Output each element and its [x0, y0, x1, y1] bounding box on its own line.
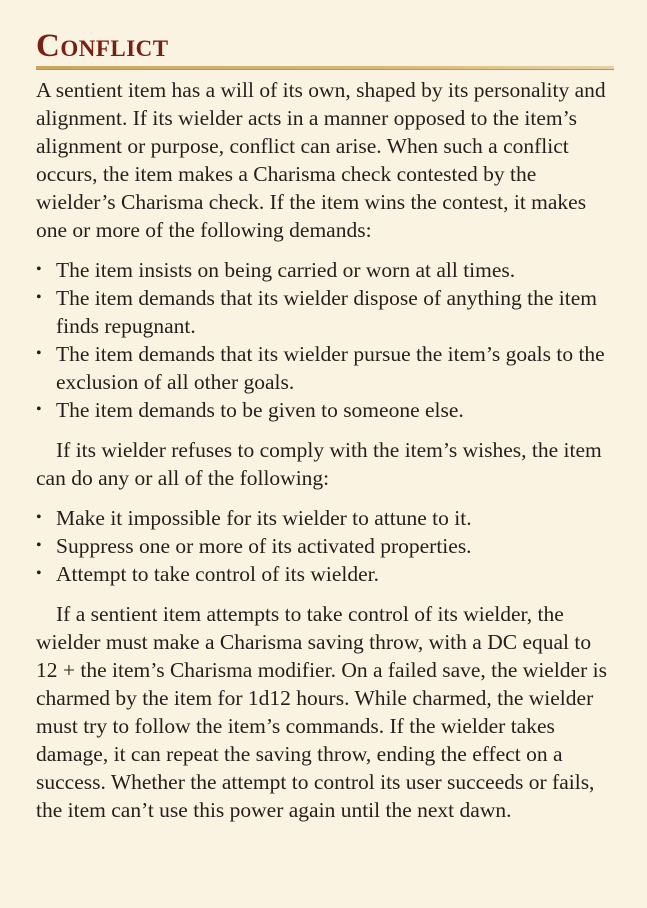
heading-divider — [36, 66, 614, 70]
refusal-paragraph: If its wielder refuses to comply with the item’s wishes, the item can do any or all of the following: — [36, 438, 602, 490]
actions-list — [36, 504, 617, 588]
list-item: • The item insists on being carried or worn at all times. — [36, 256, 617, 284]
list-item: • The item demands to be given to someone else. — [36, 396, 617, 424]
list-item: • The item demands that its wielder pursue the item’s goals to the exclusion of all other goals. — [36, 340, 617, 396]
list-item: • Attempt to take control of its wielder. — [36, 560, 617, 588]
list-item: • The item demands that its wielder dispose of anything the item finds repugnant. — [36, 284, 617, 340]
section-body — [36, 76, 617, 824]
list-item: • Make it impossible for its wielder to attune to it. — [36, 504, 617, 532]
section-heading: Conflict — [36, 28, 169, 64]
demands-list — [36, 256, 617, 424]
list-item: • Suppress one or more of its activated properties. — [36, 532, 617, 560]
intro-paragraph: A sentient item has a will of its own, shaped by its personality and alignment. If its wielder acts in a manner opposed to the item’s alignment or purpose, conflict can arise. When such a conflict occurs, the item makes a Charisma check contested by the wielder’s Charisma check. If the item wins the contest, it makes one or more of the following demands: — [36, 78, 606, 242]
control-paragraph: If a sentient item attempts to take control of its wielder, the wielder must make a Charisma saving throw, with a DC equal to 12 + the item’s Charisma modifier. On a failed save, the wielder is charmed by the item for 1d12 hours. While charmed, the wielder must try to follow the item’s commands. If the wielder takes damage, it can repeat the saving throw, ending the effect on a success. Whether the attempt to control its user succeeds or fails, the item can’t use this power again until the next dawn. — [36, 602, 607, 822]
